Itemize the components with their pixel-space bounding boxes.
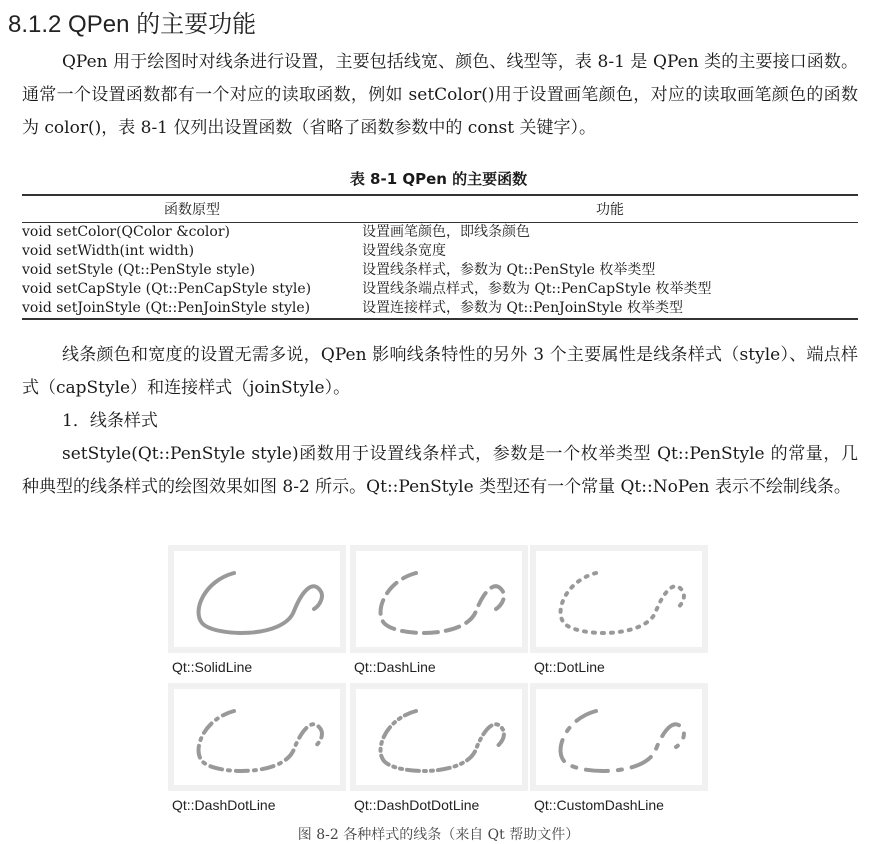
table-caption: 表 8-1 QPen 的主要函数 bbox=[349, 170, 528, 188]
cell: void setColor(QColor &color) bbox=[22, 224, 230, 240]
functions-table bbox=[22, 194, 858, 320]
table-row bbox=[22, 223, 858, 243]
header-function: 功能 bbox=[362, 195, 858, 223]
figure-label: Qt::DashDotDotLine bbox=[354, 797, 480, 813]
cell: void setWidth(int width) bbox=[22, 243, 195, 259]
table-row bbox=[22, 299, 858, 319]
cell: 设置线条端点样式，参数为 Qt::PenCapStyle 枚举类型 bbox=[362, 281, 712, 297]
cell: void setCapStyle (Qt::PenCapStyle style) bbox=[22, 281, 312, 297]
curve-sample bbox=[536, 551, 702, 647]
figure-label: Qt::DashLine bbox=[354, 659, 436, 675]
paragraph-setstyle: setStyle(Qt::PenStyle style)函数用于设置线条样式，参数是一个枚举类型 Qt::PenStyle 的常量，几种典型的线条样式的绘图效果如图 8-2 所示。Qt::PenStyle 类型还有一个常量 Qt::NoPen 表示不绘制线条。 bbox=[22, 444, 858, 497]
cell: void setJoinStyle (Qt::PenJoinStyle style) bbox=[22, 300, 311, 316]
cell: 设置画笔颜色，即线条颜色 bbox=[362, 224, 530, 240]
curve-sample bbox=[174, 551, 340, 647]
figure-label: Qt::SolidLine bbox=[172, 659, 253, 675]
cell: void setStyle (Qt::PenStyle style) bbox=[22, 262, 256, 278]
figure-label: Qt::DotLine bbox=[534, 659, 605, 675]
section-heading: 8.1.2 QPen 的主要功能 bbox=[8, 11, 257, 38]
figure-label: Qt::CustomDashLine bbox=[534, 797, 664, 813]
curve-sample bbox=[174, 689, 340, 785]
line-style-figure bbox=[530, 545, 708, 653]
paragraph-intro: QPen 用于绘图时对线条进行设置，主要包括线宽、颜色、线型等，表 8-1 是 QPen 类的主要接口函数。通常一个设置函数都有一个对应的读取函数，例如 setColor()用于设置画笔颜色，对应的读取画笔颜色的函数为 color()，表 8-1 仅列出设置函数（省略了函数参数中的 const 关键字）。 bbox=[22, 52, 858, 138]
table-row bbox=[22, 280, 858, 299]
table-row bbox=[22, 242, 858, 261]
figure-caption: 图 8-2 各种样式的线条（来自 Qt 帮助文件） bbox=[297, 827, 580, 843]
line-style-figure bbox=[530, 683, 708, 791]
cell: 设置连接样式，参数为 Qt::PenJoinStyle 枚举类型 bbox=[362, 300, 683, 316]
curve-sample bbox=[356, 551, 522, 647]
curve-sample bbox=[536, 689, 702, 785]
cell: 设置线条宽度 bbox=[362, 243, 446, 259]
subsection-title: 1．线条样式 bbox=[62, 411, 158, 431]
paragraph-properties: 线条颜色和宽度的设置无需多说，QPen 影响线条特性的另外 3 个主要属性是线条样式（style）、端点样式（capStyle）和连接样式（joinStyle）。 bbox=[22, 345, 858, 398]
cell: 设置线条样式，参数为 Qt::PenStyle 枚举类型 bbox=[362, 262, 656, 278]
table-row bbox=[22, 261, 858, 280]
curve-sample bbox=[356, 689, 522, 785]
figure-label: Qt::DashDotLine bbox=[172, 797, 276, 813]
line-style-figure bbox=[350, 545, 528, 653]
header-prototype: 函数原型 bbox=[22, 195, 362, 223]
line-style-figure bbox=[168, 545, 346, 653]
line-style-figure bbox=[168, 683, 346, 791]
line-style-figure bbox=[350, 683, 528, 791]
